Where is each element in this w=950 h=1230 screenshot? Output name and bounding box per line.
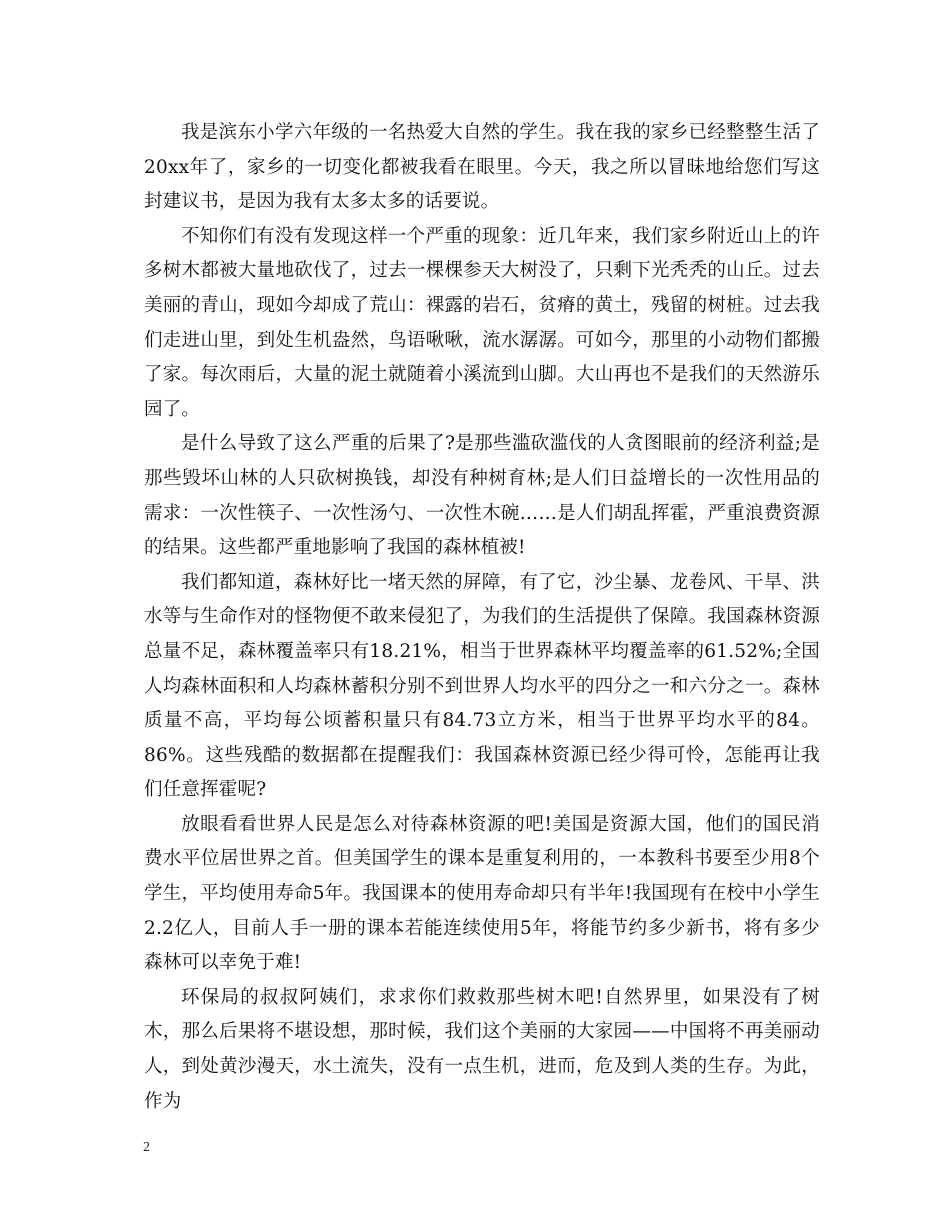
- paragraph-appeal: 环保局的叔叔阿姨们，求求你们救救那些树木吧!自然界里，如果没有了树木，那么后果将不堪设想，那时候，我们这个美丽的大家园——中国将不再美丽动人，到处黄沙漫天，水土流失，没有一点生机，进而，危及到人类的生存。为此，作为: [144, 986, 820, 1112]
- paragraph-causes: 是什么导致了这么严重的后果了?是那些滥砍滥伐的人贪图眼前的经济利益;是那些毁坏山林的人只砍树换钱，却没有种树育林;是人们日益增长的一次性用品的需求：一次性筷子、一次性汤勺、一次性木碗……是人们胡乱挥霍，严重浪费资源的结果。这些都严重地影响了我国的森林植被!: [144, 433, 820, 559]
- document-body: [144, 116, 820, 1119]
- page-number: 2: [143, 1140, 150, 1155]
- paragraph-intro: 我是滨东小学六年级的一名热爱大自然的学生。我在我的家乡已经整整生活了20xx年了，家乡的一切变化都被我看在眼里。今天，我之所以冒昧地给您们写这封建议书，是因为我有太多太多的话要说。: [144, 122, 820, 213]
- paragraph-deforestation: 不知你们有没有发现这样一个严重的现象：近几年来，我们家乡附近山上的许多树木都被大量地砍伐了，过去一棵棵参天大树没了，只剩下光秃秃的山丘。过去美丽的青山，现如今却成了荒山：裸露的岩石，贫瘠的黄土，残留的树桩。过去我们走进山里，到处生机盎然，鸟语啾啾，流水潺潺。可如今，那里的小动物们都搬了家。每次雨后，大量的泥土就随着小溪流到山脚。大山再也不是我们的天然游乐园了。: [144, 225, 820, 420]
- paragraph-forest-statistics: 我们都知道，森林好比一堵天然的屏障，有了它，沙尘暴、龙卷风、干旱、洪水等与生命作对的怪物便不敢来侵犯了，为我们的生活提供了保障。我国森林资源总量不足，森林覆盖率只有18.21%，相当于世界森林平均覆盖率的61.52%;全国人均森林面积和人均森林蓄积分别不到世界人均水平的四分之一和六分之一。森林质量不高，平均每公顷蓄积量只有84.73立方米，相当于世界平均水平的84。86%。这些残酷的数据都在提醒我们：我国森林资源已经少得可怜，怎能再让我们任意挥霍呢?: [144, 571, 820, 801]
- paragraph-world-comparison: 放眼看看世界人民是怎么对待森林资源的吧!美国是资源大国，他们的国民消费水平位居世界之首。但美国学生的课本是重复利用的，一本教科书要至少用8个学生，平均使用寿命5年。我国课本的使用寿命却只有半年!我国现有在校中小学生2.2亿人，目前人手一册的课本若能连续使用5年，将能节约多少新书，将有多少森林可以幸免于难!: [144, 813, 820, 974]
